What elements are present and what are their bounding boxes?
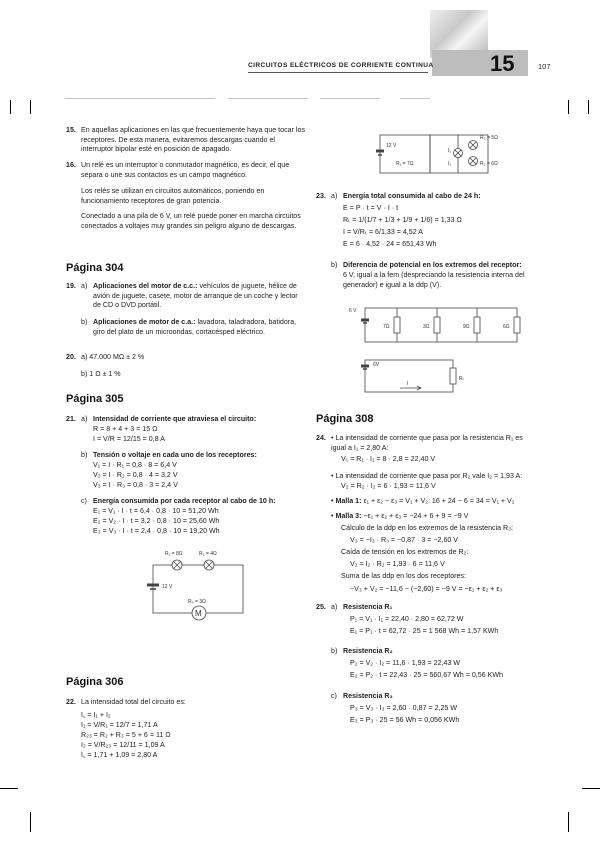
- fig-label: M: [195, 609, 202, 618]
- q25-b-heading: Resistencia R₂: [343, 647, 393, 655]
- divider: [400, 98, 430, 99]
- crop-mark: [10, 100, 11, 114]
- equation: E₁ = V₁ · I · t = 6,4 · 0,8 · 10 = 51,20 Wh: [93, 507, 219, 515]
- equation: E₃ = V₃ · I · t = 2,4 · 0,8 · 10 = 19,20 Wh: [93, 527, 220, 535]
- q21-a-heading: Intensidad de corriente que atraviesa el circuito:: [93, 415, 257, 423]
- q21-b-heading: Tensión o voltaje en cada uno de los receptores:: [93, 451, 257, 459]
- section-heading-305: Página 305: [66, 393, 124, 405]
- q24-note: Cálculo de la ddp en los extremos de la resistencia R₃:: [341, 524, 514, 532]
- resistor-icon: [394, 317, 400, 333]
- q19-number: 19.: [66, 282, 76, 290]
- crop-mark: [568, 100, 569, 114]
- fig-label: R₃ = 3Ω: [188, 599, 206, 605]
- q23-b-text: 6 V, igual a la fem (despreciando la resistencia interna del generador) e igual a la ddp (V).: [343, 271, 525, 289]
- q25-number: 25.: [316, 603, 326, 611]
- divider: [228, 98, 308, 99]
- q20-b: b) 1 Ω ± 1 %: [81, 370, 121, 378]
- equation: V₃ = −I₃ · R₃ = −0,87 · 3 = −2,60 V: [350, 536, 459, 544]
- resistor-icon: [450, 368, 456, 384]
- q22-text: La intensidad total del circuito es:: [81, 698, 186, 706]
- equation: P₃ = V₃ · I₃ = 2,60 · 0,87 = 2,25 W: [350, 704, 458, 712]
- q19-a-body: vehículos de juguete, hélice de avión de juguete, casete, motor de arranque de un coche y lector de CD o DVD portátil.: [93, 282, 298, 309]
- fig-label: 9Ω: [463, 324, 470, 330]
- mesh-label: • Malla 1:: [331, 497, 362, 505]
- crop-mark: [568, 812, 569, 832]
- circuit-diagram-equivalent: [355, 352, 465, 400]
- crop-mark: [582, 788, 600, 789]
- q24-mesh-1: [331, 497, 515, 507]
- fig-label: R₂ = 6Ω: [480, 161, 498, 167]
- q21-b-label: b): [81, 451, 88, 459]
- q20-a: a) 47.000 MΩ ± 2 %: [81, 353, 145, 361]
- equation: V₂ = R₂ · I₂ = 6 · 1,93 = 11,6 V: [341, 482, 436, 490]
- fig-label: 12 V: [162, 584, 173, 590]
- equation: P₂ = V₂ · I₂ = 11,6 · 1,93 = 22,43 W: [350, 659, 461, 667]
- fig-label: Rₜ: [459, 376, 465, 382]
- equation: E = P · t = V · I · t: [343, 204, 399, 212]
- q25-a-label: a): [331, 603, 338, 611]
- q25-c-heading: Resistencia R₃: [343, 692, 393, 700]
- q23-b-heading: Diferencia de potencial en los extremos del receptor:: [343, 261, 522, 269]
- equation: V₃ = I · R₃ = 0,8 · 3 = 2,4 V: [93, 481, 178, 489]
- q23-b-label: b): [331, 261, 338, 269]
- q21-number: 21.: [66, 415, 76, 423]
- q24-note: Suma de las ddp en los dos receptores:: [341, 572, 467, 580]
- header-rule: [248, 72, 428, 73]
- equation: I₁ = V/R₁ = 12/7 = 1,71 A: [81, 721, 158, 729]
- q25-c-label: c): [331, 692, 337, 700]
- equation: E₂ = V₂ · I · t = 3,2 · 0,8 · 10 = 25,60 Wh: [93, 517, 220, 525]
- fig-label: I: [407, 381, 409, 387]
- q22-number: 22.: [66, 698, 76, 706]
- crop-mark: [588, 100, 589, 114]
- q23-a-label: a): [331, 192, 338, 200]
- resistor-icon: [514, 317, 520, 333]
- equation: E₃ = P₃ · 25 = 56 Wh = 0,056 KWh: [350, 716, 460, 724]
- q19-b-bold: Aplicaciones de motor de c.a.:: [93, 318, 196, 326]
- q24-number: 24.: [316, 434, 326, 442]
- mesh-label: • Malla 3:: [331, 512, 362, 520]
- fig-label: R₃ = 5Ω: [480, 135, 498, 141]
- equation: E = 6 · 4,52 · 24 = 651,43 Wh: [343, 240, 437, 248]
- q16-number: 16.: [66, 161, 76, 169]
- q24-point: • La intensidad de corriente que pasa por la resistencia R₁ es igual a I₁ = 2,80 A:: [331, 434, 523, 452]
- q20-number: 20.: [66, 353, 76, 361]
- q15-number: 15.: [66, 126, 76, 134]
- running-header: CIRCUITOS ELÉCTRICOS DE CORRIENTE CONTINUA: [248, 62, 434, 69]
- fig-label: 6V: [373, 362, 380, 368]
- equation: V₁ = R₁ · I₁ = 8 · 2,8 = 22,40 V: [341, 455, 436, 463]
- crop-mark: [30, 812, 31, 832]
- page-number: 107: [538, 62, 551, 71]
- q16-paragraph: Conectado a una pila de 6 V, un relé puede poner en marcha circuitos conectados a voltajes muy grandes sin peligro alguno de descargas.: [81, 212, 301, 230]
- equation: R = 8 + 4 + 3 = 15 Ω: [93, 425, 158, 433]
- crop-mark: [30, 100, 31, 114]
- q16-paragraph: Los relés se utilizan en circuitos automáticos, poniendo en funcionamiento receptores de gran potencia.: [81, 187, 265, 205]
- q21-c-heading: Energía consumida por cada receptor al cabo de 10 h:: [93, 497, 276, 505]
- fig-label: 6 V: [349, 308, 357, 314]
- q21-c-label: c): [81, 497, 87, 505]
- equation: V₁ = I · R₁ = 0,8 · 8 = 6,4 V: [93, 461, 177, 469]
- equation: Rₜ = 1/(1/7 + 1/3 + 1/9 + 1/6) = 1,33 Ω: [343, 216, 462, 224]
- equation: R₂₃ = R₂ + R₃ = 5 + 6 = 11 Ω: [81, 731, 171, 739]
- equation: I₂ = V/R₂₃ = 12/11 = 1,09 A: [81, 741, 165, 749]
- q24-note: Caída de tensión en los extremos de R₂:: [341, 548, 469, 556]
- resistor-icon: [434, 317, 440, 333]
- divider: [65, 98, 215, 99]
- divider: [320, 98, 380, 99]
- q19-a-text: [93, 282, 305, 311]
- fig-label: R₁ = 7Ω: [396, 161, 414, 167]
- equation: E₂ = P₂ · t = 22,43 · 25 = 560,67 Wh = 0,56 KWh: [350, 671, 503, 679]
- equation: −V₃ + V₂ = −11,6 − (−2,60) = −9 V = −ε₁ + ε₂ + ε₃: [350, 585, 503, 593]
- fig-label: I₁: [448, 148, 452, 154]
- equation: I = V/R = 12/15 = 0,8 A: [93, 435, 165, 443]
- resistor-icon: [474, 317, 480, 333]
- q25-b-label: b): [331, 647, 338, 655]
- equation: P₁ = V₁ · I₁ = 22,40 · 2,80 = 62,72 W: [350, 615, 464, 623]
- circuit-diagram-q21: [135, 545, 265, 627]
- mesh-equation: ε₁ + ε₂ − ε₃ = V₁ + V₂: 16 + 24 − 6 = 34 = V₁ + V₂: [363, 497, 515, 505]
- q24-mesh-3: [331, 512, 468, 522]
- section-heading-304: Página 304: [66, 262, 124, 274]
- q24-point: • La intensidad de corriente que pasa por R₂ vale I₂ = 1,93 A:: [331, 472, 523, 480]
- q21-a-label: a): [81, 415, 88, 423]
- fig-label: I₂: [448, 161, 452, 167]
- q15-text: En aquellas aplicaciones en las que frecuentemente haya que tocar los receptores. De esta manera, evitaremos descargas cuando el interruptor bipolar esté en posición de apagado.: [81, 126, 305, 153]
- q25-a-heading: Resistencia R₁: [343, 603, 393, 611]
- q19-b-text: [93, 318, 305, 337]
- section-heading-308: Página 308: [316, 413, 374, 425]
- equation: V₂ = I · R₂ = 0,8 · 4 = 3,2 V: [93, 471, 178, 479]
- fig-label: 12 V: [386, 143, 397, 149]
- equation: E₁ = P₁ · t = 62,72 · 25 = 1 568 Wh = 1,57 KWh: [350, 627, 499, 635]
- section-heading-306: Página 306: [66, 676, 124, 688]
- q19-a-label: a): [81, 282, 88, 290]
- fig-label: 7Ω: [383, 324, 390, 330]
- fig-label: 6Ω: [503, 324, 510, 330]
- q23-number: 23.: [316, 192, 326, 200]
- q16-text: Un relé es un interruptor o conmutador magnético, es decir, el que separa o une sus contactos es un campo magnético.: [81, 161, 290, 179]
- equation: I = V/Rₜ = 6/1,33 = 4,52 A: [343, 228, 423, 236]
- equation: V₂ = I₂ · R₂ = 1,93 · 6 = 11,6 V: [350, 560, 445, 568]
- fig-label: R₂ = 4Ω: [199, 551, 217, 557]
- circuit-diagram-parallel: [345, 300, 525, 348]
- fig-label: R₁ = 8Ω: [165, 551, 183, 557]
- crop-mark: [0, 788, 18, 789]
- q19-b-label: b): [81, 318, 88, 326]
- circuit-diagram-top: [370, 125, 500, 183]
- q23-a-heading: Energía total consumida al cabo de 24 h:: [343, 192, 481, 200]
- fig-label: 3Ω: [423, 324, 430, 330]
- equation: I꜀ = I₁ + I₂: [81, 711, 111, 719]
- chapter-number: 15: [490, 51, 515, 76]
- equation: I꜀ = 1,71 + 1,09 = 2,80 A: [81, 751, 158, 759]
- q19-a-bold: Aplicaciones del motor de c.c.:: [93, 282, 198, 290]
- q19-b-body: lavadora, taladradora, batidora, giro del plato de un microondas, cortacésped eléctrico.: [93, 318, 297, 336]
- mesh-equation: −ε₁ + ε₂ + ε₃ = −24 + 6 + 9 = −9 V: [363, 512, 469, 520]
